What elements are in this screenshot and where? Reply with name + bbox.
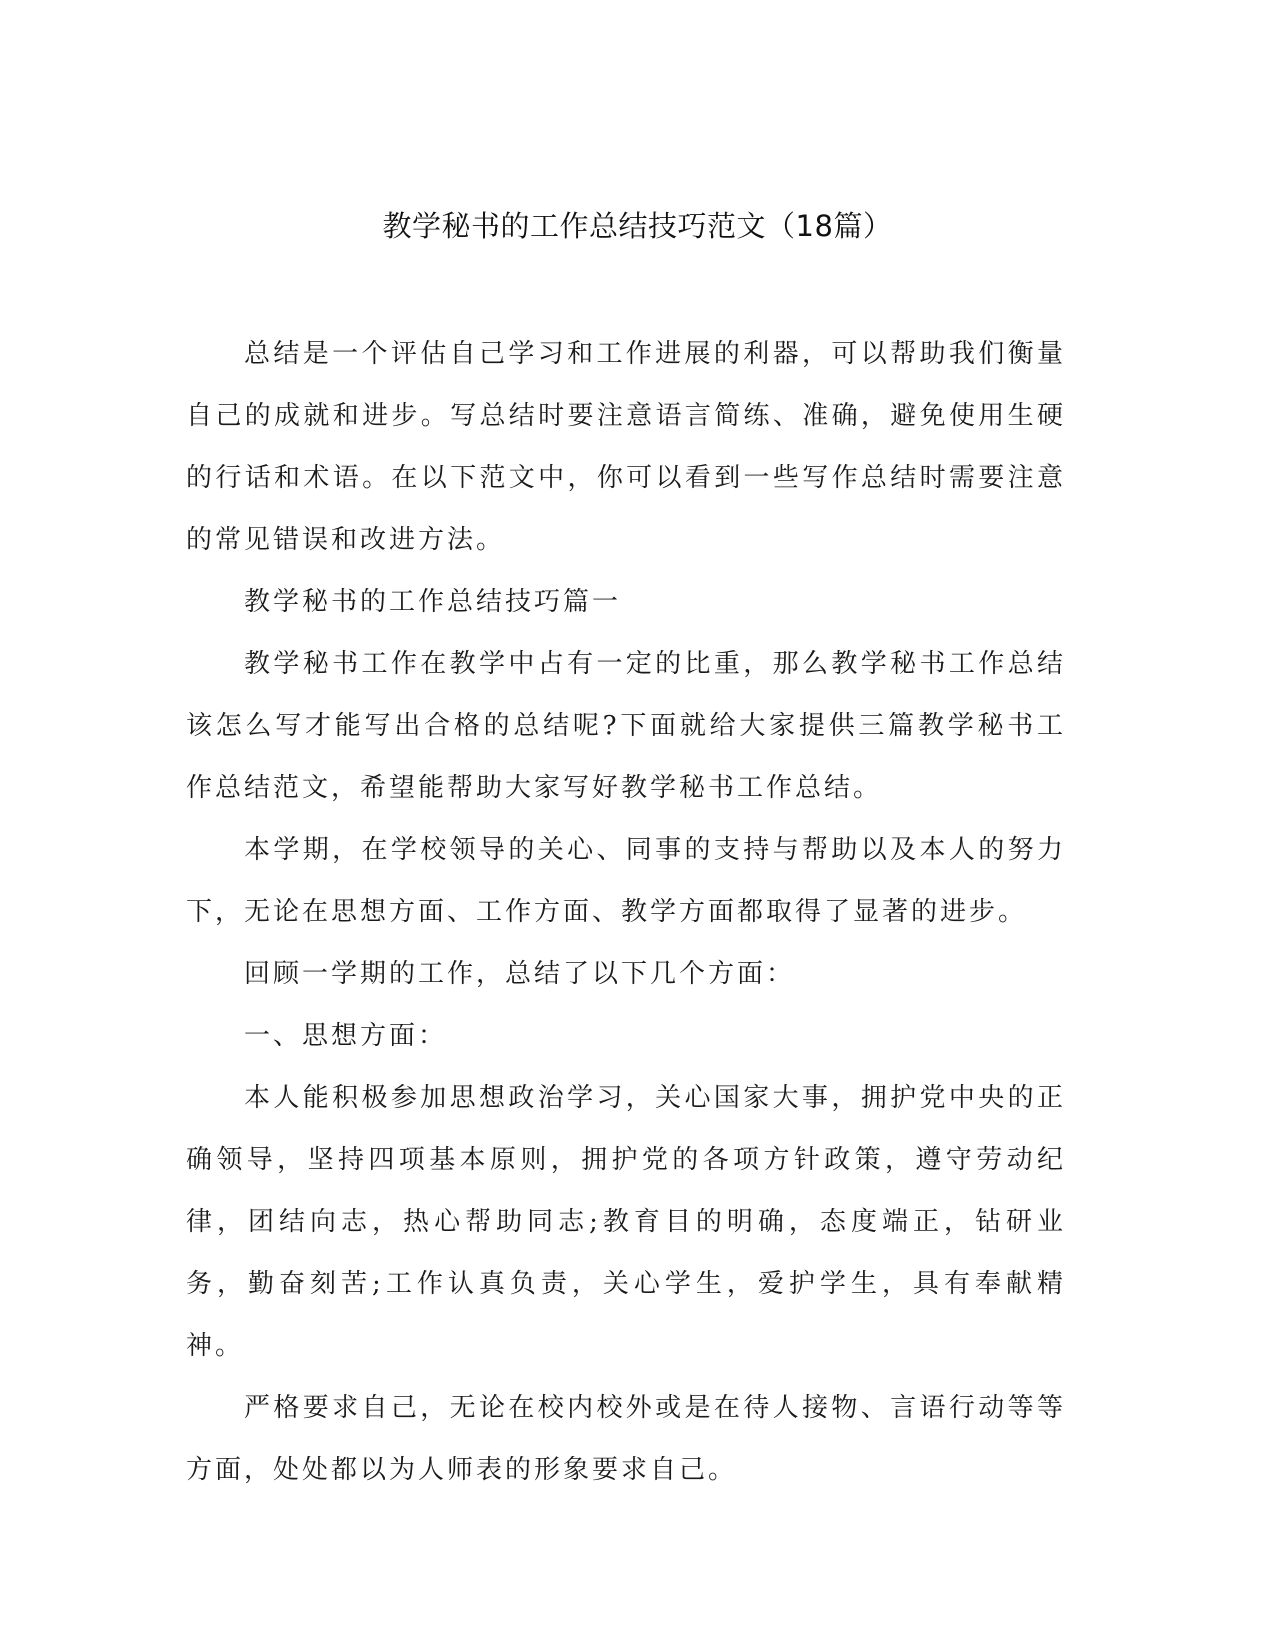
body-paragraph: 严格要求自己，无论在校内校外或是在待人接物、言语行动等等方面，处处都以为人师表的形象要求自己。: [186, 1393, 1066, 1485]
document-body: [186, 323, 1066, 1501]
body-paragraph: 本学期，在学校领导的关心、同事的支持与帮助以及本人的努力下，无论在思想方面、工作方面、教学方面都取得了显著的进步。: [186, 835, 1066, 927]
body-paragraph: 教学秘书工作在教学中占有一定的比重，那么教学秘书工作总结该怎么写才能写出合格的总结呢?下面就给大家提供三篇教学秘书工作总结范文，希望能帮助大家写好教学秘书工作总结。: [186, 649, 1066, 803]
body-paragraph: 回顾一学期的工作，总结了以下几个方面：: [244, 959, 796, 989]
intro-paragraph: 总结是一个评估自己学习和工作进展的利器，可以帮助我们衡量自己的成就和进步。写总结时要注意语言简练、准确，避免使用生硬的行话和术语。在以下范文中，你可以看到一些写作总结时需要注意的常见错误和改进方法。: [186, 339, 1066, 555]
subsection-heading: 一、思想方面：: [244, 1021, 448, 1051]
document-title: 教学秘书的工作总结技巧范文（18篇）: [382, 209, 893, 243]
section-heading: 教学秘书的工作总结技巧篇一: [244, 587, 622, 617]
body-paragraph: 本人能积极参加思想政治学习，关心国家大事，拥护党中央的正确领导，坚持四项基本原则，拥护党的各项方针政策，遵守劳动纪律，团结向志，热心帮助同志;教育目的明确，态度端正，钻研业务，勤奋刻苦;工作认真负责，关心学生，爱护学生，具有奉献精神。: [186, 1083, 1066, 1361]
